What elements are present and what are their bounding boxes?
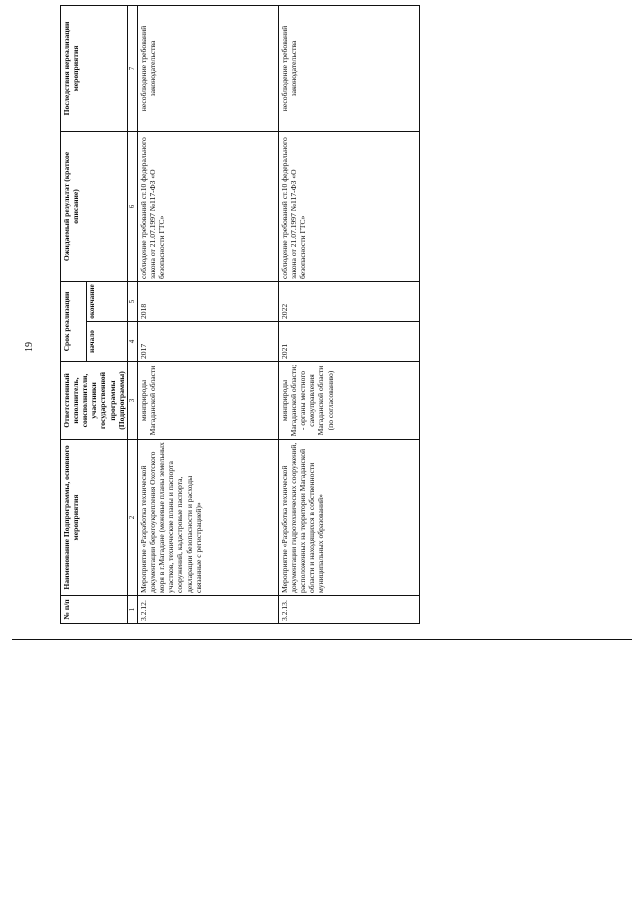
header-end: окончание [86,281,127,321]
column-number: 2 [128,440,138,596]
row-num: 3.2.12. [138,596,279,624]
column-number: 3 [128,362,138,440]
table-row [138,5,279,623]
column-number: 4 [128,322,138,362]
header-name: Наименование Подпрограммы, основного мероприятия [61,440,128,596]
row-end: 2022 [279,281,420,321]
header-num: № п/п [61,596,128,624]
row-name: Мероприятие «Разработка технической документации берегоукрепления Охотского моря в г.Магадане (межевые планы земельных участков, технические планы и паспорта сооружений, кадастровые паспорта, декларации безопасности и расходы связанные с регистрацией)» [138,440,279,596]
column-number: 7 [128,5,138,131]
row-name: Мероприятие «Разработка технической документации гидротехнических сооружений, расположенных на территории Магаданской области и находящихся в собственности муниципальных образований» [279,440,420,596]
header-executor: Ответственный исполнитель, соисполнители, участники государственной программы (Подпрограммы) [61,362,128,440]
header-result: Ожидаемый результат (краткое описание) [61,131,128,281]
header-start: начало [86,322,127,362]
row-executor: минприроды Магаданской области [138,362,279,440]
horizontal-rule [12,639,632,640]
row-start: 2021 [279,322,420,362]
row-num: 3.2.13. [279,596,420,624]
row-consequences: несоблюдение требований законодательства [138,5,279,131]
column-number: 5 [128,281,138,321]
row-end: 2018 [138,281,279,321]
program-table [60,5,420,624]
column-number: 1 [128,596,138,624]
row-executor: минприроды Магаданской области; - органы местного самоуправления Магаданской области (по согласованию) [279,362,420,440]
header-term: Срок реализации [61,281,87,361]
column-number: 6 [128,131,138,281]
header-consequences: Последствия нереализации мероприятия [61,5,128,131]
row-result: соблюдение требований ст.10 федерального закона от 21.07.1997 №117-ФЗ «О безопасности ГТС» [138,131,279,281]
row-start: 2017 [138,322,279,362]
row-consequences: несоблюдение требований законодательства [279,5,420,131]
program-table-rotated [60,6,484,624]
page-number: 19 [24,342,35,352]
table-row [279,5,420,623]
column-numbers-row [128,5,138,623]
row-result: соблюдение требований ст.10 федерального закона от 21.07.1997 №117-ФЗ «О безопасности ГТС» [279,131,420,281]
